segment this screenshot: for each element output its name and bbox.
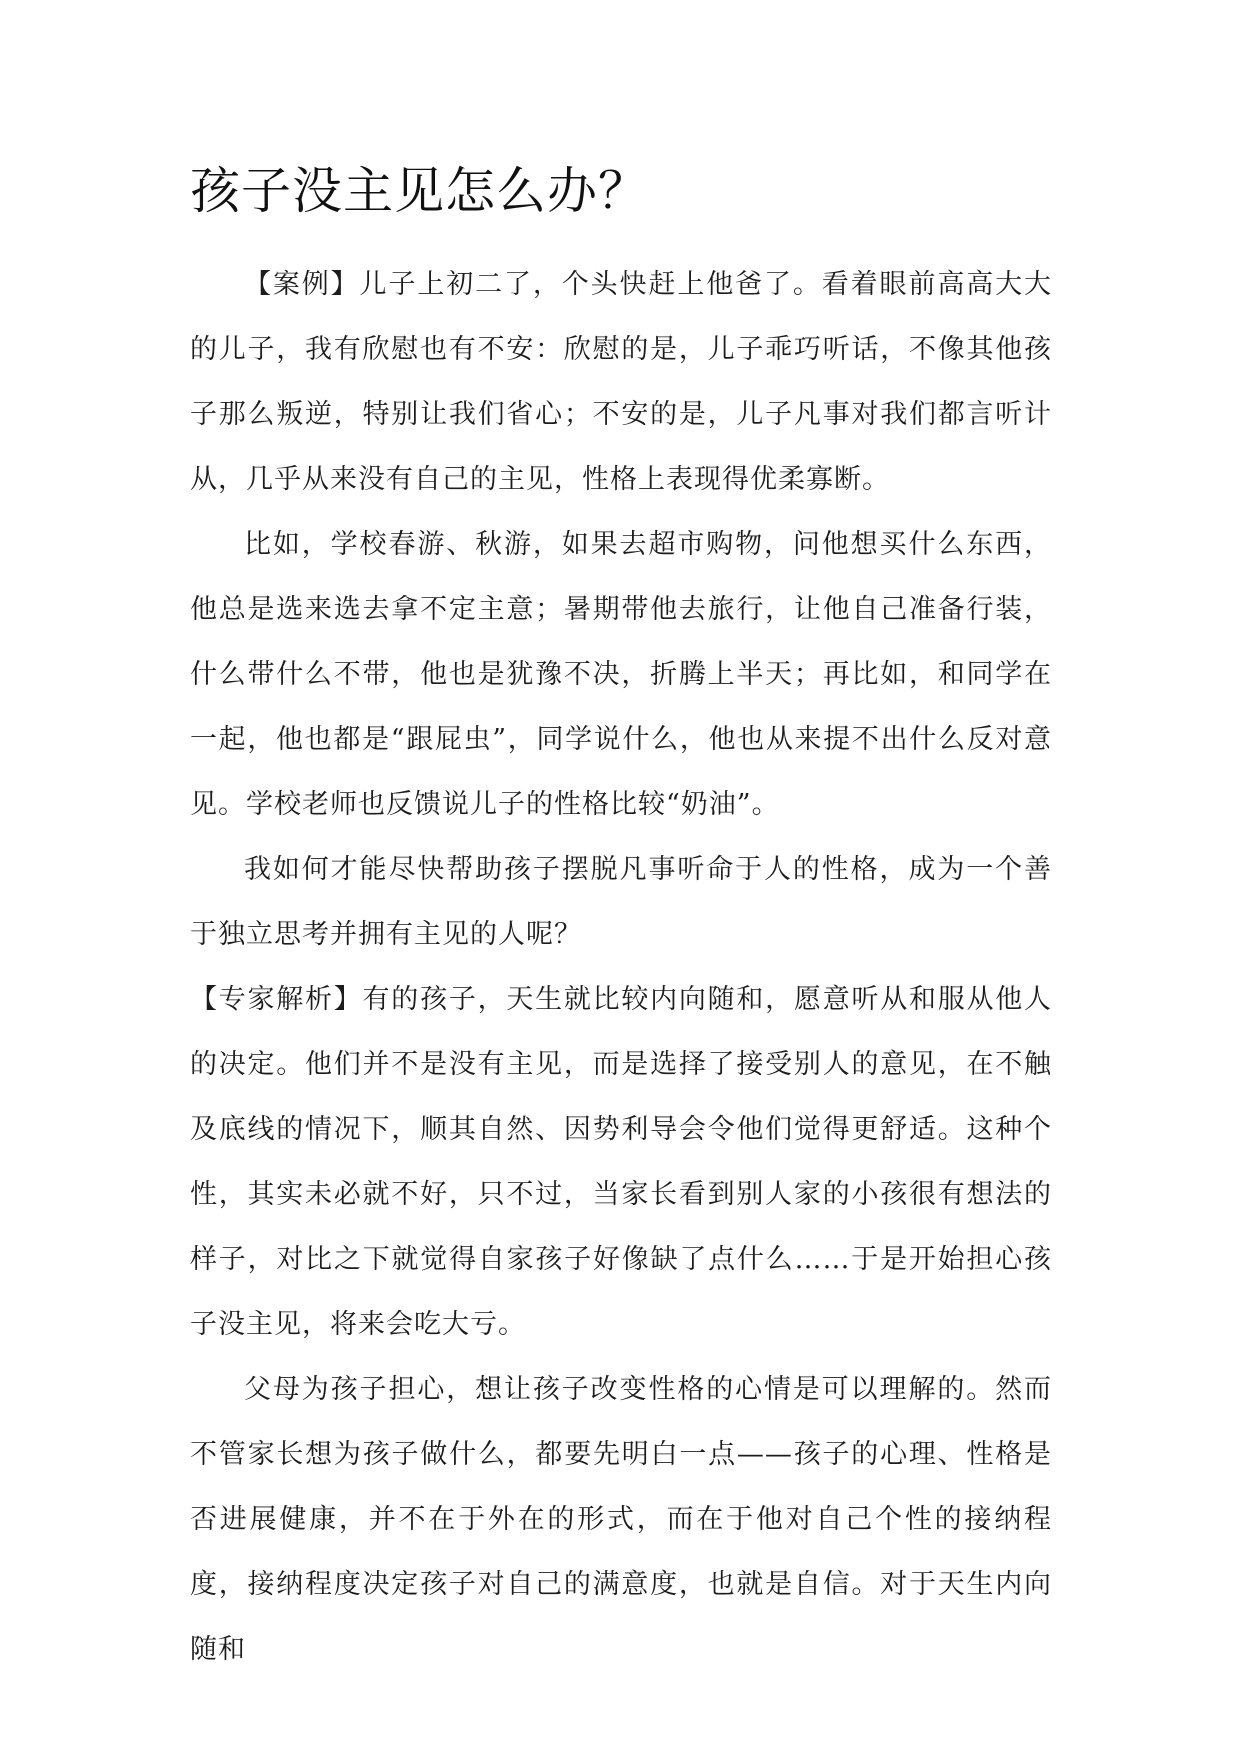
paragraph-parents-worry: 父母为孩子担心，想让孩子改变性格的心情是可以理解的。然而不管家长想为孩子做什么，都要先明白一点——孩子的心理、性格是否进展健康，并不在于外在的形式，而在于他对自己个性的接纳程度，接纳程度决定孩子对自己的满意度，也就是自信。对于天生内向随和 xyxy=(190,1374,1052,1665)
document-page xyxy=(190,152,1052,1682)
paragraph-expert-analysis: 【专家解析】有的孩子，天生就比较内向随和，愿意听从和服从他人的决定。他们并不是没有主见，而是选择了接受别人的意见，在不触及底线的情况下，顺其自然、因势利导会令他们觉得更舒适。这种个性，其实未必就不好，只不过，当家长看到别人家的小孩很有想法的样子，对比之下就觉得自家孩子好像缺了点什么……于是开始担心孩子没主见，将来会吃大亏。 xyxy=(190,984,1052,1340)
paragraph-case: 【案例】儿子上初二了，个头快赶上他爸了。看着眼前高高大大的儿子，我有欣慰也有不安：欣慰的是，儿子乖巧听话，不像其他孩子那么叛逆，特别让我们省心；不安的是，儿子凡事对我们都言听计从，几乎从来没有自己的主见，性格上表现得优柔寡断。 xyxy=(190,269,1052,495)
paragraph-question: 我如何才能尽快帮助孩子摆脱凡事听命于人的性格，成为一个善于独立思考并拥有主见的人呢？ xyxy=(190,854,1052,950)
document-title: 孩子没主见怎么办？ xyxy=(190,162,649,220)
paragraph-examples: 比如，学校春游、秋游，如果去超市购物，问他想买什么东西，他总是选来选去拿不定主意；暑期带他去旅行，让他自己准备行装，什么带什么不带，他也是犹豫不决，折腾上半天；再比如，和同学在一起，他也都是“跟屁虫”，同学说什么，他也从来提不出什么反对意见。学校老师也反馈说儿子的性格比较“奶油”。 xyxy=(190,529,1052,820)
